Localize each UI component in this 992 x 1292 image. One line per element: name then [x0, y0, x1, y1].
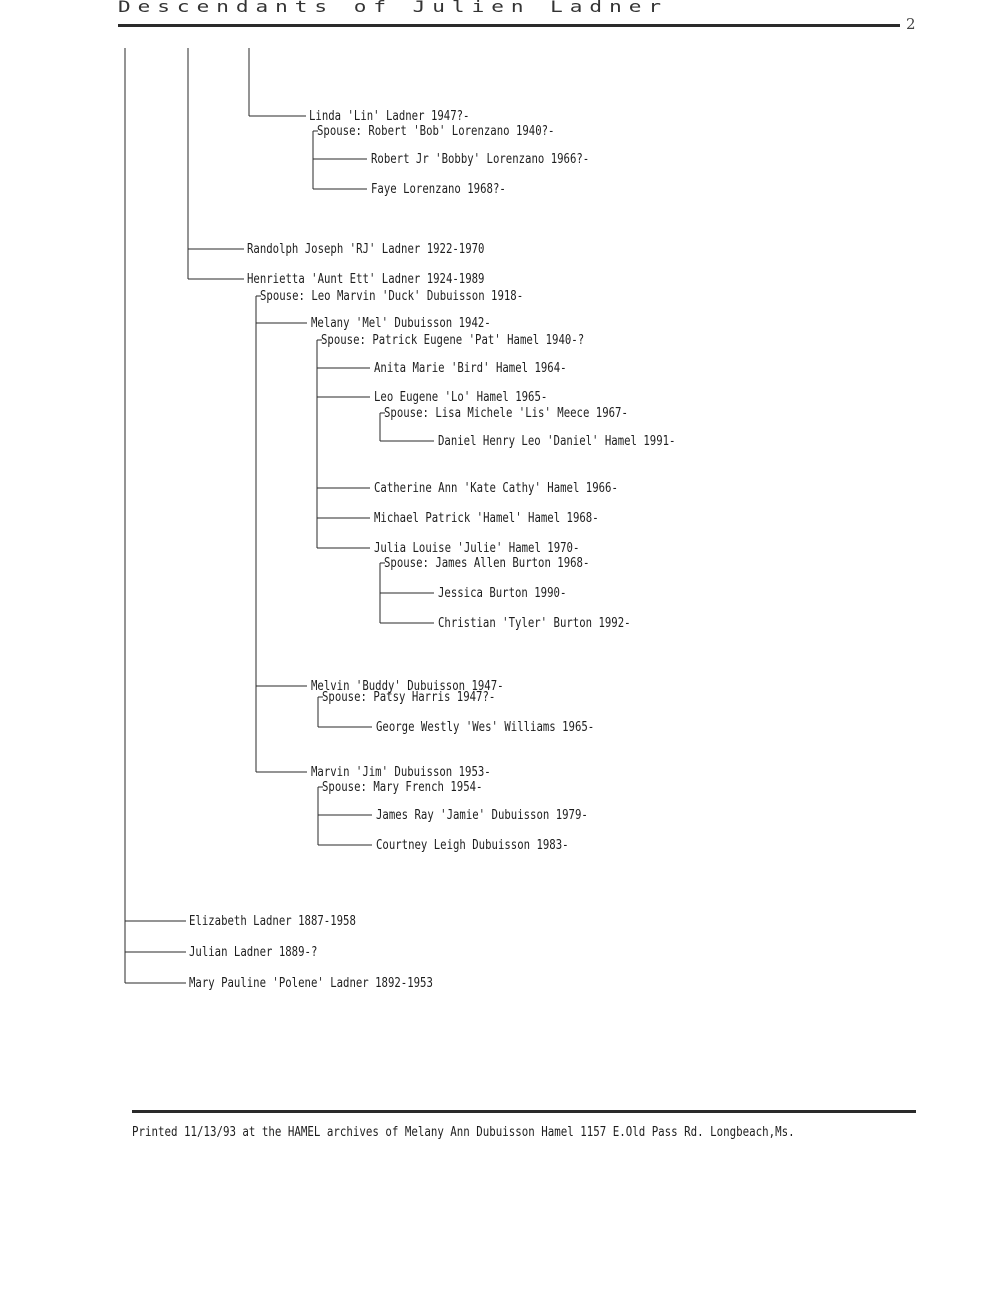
person-entry-elizabeth: Elizabeth Ladner 1887-1958 [189, 914, 356, 929]
person-entry-melany-spouse: Spouse: Patrick Eugene 'Pat' Hamel 1940-? [321, 333, 585, 348]
person-entry-james-ray: James Ray 'Jamie' Dubuisson 1979- [376, 808, 588, 823]
page-number: 2 [906, 15, 916, 33]
person-entry-leo-eugene: Leo Eugene 'Lo' Hamel 1965- [374, 390, 548, 405]
footer-rule [132, 1110, 916, 1113]
person-entry-julian: Julian Ladner 1889-? [189, 945, 318, 960]
person-entry-jessica: Jessica Burton 1990- [438, 586, 567, 601]
person-entry-julia: Julia Louise 'Julie' Hamel 1970- [374, 541, 580, 556]
person-entry-courtney: Courtney Leigh Dubuisson 1983- [376, 838, 569, 853]
person-entry-melvin: Melvin 'Buddy' Dubuisson 1947- [311, 679, 504, 694]
person-entry-george: George Westly 'Wes' Williams 1965- [376, 720, 595, 735]
person-entry-linda-spouse: Spouse: Robert 'Bob' Lorenzano 1940?- [317, 124, 555, 139]
person-entry-leo-spouse: Spouse: Lisa Michele 'Lis' Meece 1967- [384, 406, 628, 421]
person-entry-henrietta: Henrietta 'Aunt Ett' Ladner 1924-1989 [247, 272, 485, 287]
document-title: Descendants of Julien Ladner [118, 0, 669, 16]
person-entry-faye: Faye Lorenzano 1968?- [371, 182, 506, 197]
person-entry-robert-jr: Robert Jr 'Bobby' Lorenzano 1966?- [371, 152, 590, 167]
footer-printed-note: Printed 11/13/93 at the HAMEL archives of Melany Ann Dubuisson Hamel 1157 E.Old Pass Rd. Longbeach,Ms. [132, 1125, 795, 1140]
person-entry-randolph: Randolph Joseph 'RJ' Ladner 1922-1970 [247, 242, 485, 257]
person-entry-michael: Michael Patrick 'Hamel' Hamel 1968- [374, 511, 599, 526]
person-entry-julia-spouse: Spouse: James Allen Burton 1968- [384, 556, 590, 571]
person-entry-anita: Anita Marie 'Bird' Hamel 1964- [374, 361, 567, 376]
person-entry-henrietta-spouse: Spouse: Leo Marvin 'Duck' Dubuisson 1918- [260, 289, 524, 304]
person-entry-catherine: Catherine Ann 'Kate Cathy' Hamel 1966- [374, 481, 618, 496]
person-entry-marvin-spouse: Spouse: Mary French 1954- [322, 780, 483, 795]
person-entry-daniel: Daniel Henry Leo 'Daniel' Hamel 1991- [438, 434, 676, 449]
person-entry-marvin: Marvin 'Jim' Dubuisson 1953- [311, 765, 491, 780]
person-entry-linda: Linda 'Lin' Ladner 1947?- [309, 109, 470, 124]
person-entry-mary-pauline: Mary Pauline 'Polene' Ladner 1892-1953 [189, 976, 433, 991]
person-entry-christian: Christian 'Tyler' Burton 1992- [438, 616, 631, 631]
person-entry-melvin-spouse: Spouse: Patsy Harris 1947?- [322, 690, 496, 705]
person-entry-melany: Melany 'Mel' Dubuisson 1942- [311, 316, 491, 331]
